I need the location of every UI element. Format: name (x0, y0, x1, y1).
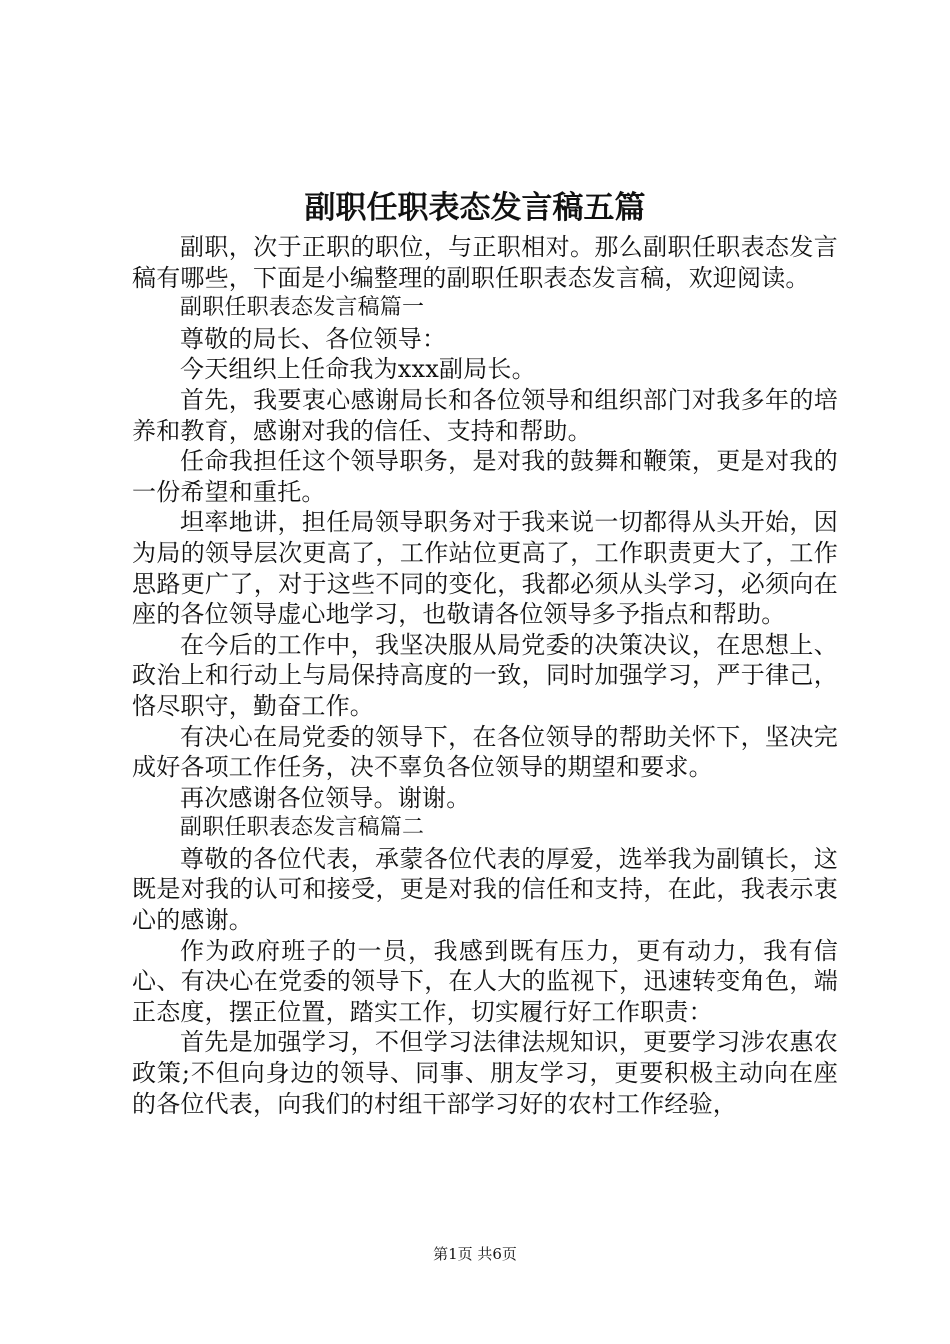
document-title: 副职任职表态发言稿五篇 (304, 190, 646, 226)
body-paragraph: 首先是加强学习，不但学习法律法规知识，更要学习涉农惠农政策;不但向身边的领导、同事、朋友学习，更要积极主动向在座的各位代表，向我们的村组干部学习好的农村工作经验， (132, 1028, 838, 1118)
section-heading-1: 副职任职表态发言稿篇一 (180, 295, 425, 321)
body-paragraph: 在今后的工作中，我坚决服从局党委的决策决议，在思想上、政治上和行动上与局保持高度的一致，同时加强学习，严于律己，恪尽职守，勤奋工作。 (132, 630, 838, 720)
body-paragraph: 任命我担任这个领导职务，是对我的鼓舞和鞭策，更是对我的一份希望和重托。 (132, 447, 838, 506)
body-paragraph: 坦率地讲，担任局领导职务对于我来说一切都得从头开始，因为局的领导层次更高了，工作站位更高了，工作职责更大了，工作思路更广了，对于这些不同的变化，我都必须从头学习，必须向在座的各位领导虚心地学习，也敬请各位领导多予指点和帮助。 (132, 508, 838, 629)
document-body (132, 232, 838, 1119)
section-heading-2: 副职任职表态发言稿篇二 (180, 815, 425, 841)
page-footer: 第1页 共6页 (433, 1245, 517, 1263)
body-paragraph: 尊敬的各位代表，承蒙各位代表的厚爱，选举我为副镇长，这既是对我的认可和接受，更是对我的信任和支持，在此，我表示衷心的感谢。 (132, 844, 838, 935)
intro-paragraph: 副职，次于正职的职位，与正职相对。那么副职任职表态发言稿有哪些，下面是小编整理的副职任职表态发言稿，欢迎阅读。 (132, 233, 838, 292)
body-paragraph: 有决心在局党委的领导下，在各位领导的帮助关怀下，坚决完成好各项工作任务，决不辜负各位领导的期望和要求。 (132, 722, 838, 782)
body-paragraph: 首先，我要衷心感谢局长和各位领导和组织部门对我多年的培养和教育，感谢对我的信任、支持和帮助。 (132, 385, 838, 445)
body-paragraph: 再次感谢各位领导。谢谢。 (180, 783, 471, 812)
body-paragraph: 作为政府班子的一员，我感到既有压力，更有动力，我有信心、有决心在党委的领导下，在人大的监视下，迅速转变角色，端正态度，摆正位置，踏实工作，切实履行好工作职责： (132, 936, 838, 1026)
salutation-paragraph: 尊敬的局长、各位领导： (180, 324, 447, 353)
body-paragraph: 今天组织上任命我为xxx副局长。 (180, 355, 536, 384)
